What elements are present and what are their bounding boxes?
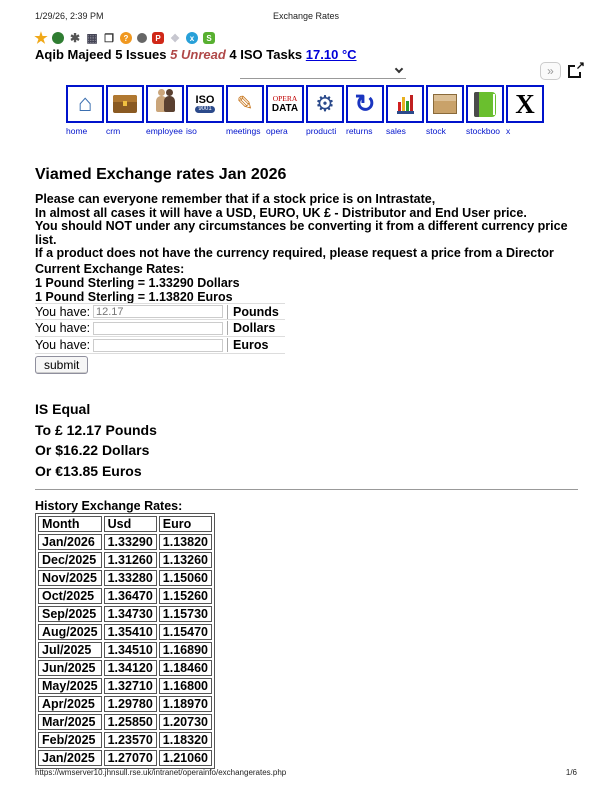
toolbar-item-crm[interactable] — [106, 85, 144, 136]
print-page-indicator: 1/6 — [565, 768, 577, 777]
submit-button[interactable]: submit — [35, 356, 88, 374]
usd-cell: 1.29780 — [104, 696, 157, 712]
open-external-icon[interactable] — [568, 60, 585, 78]
opera-logo: OPERA — [272, 94, 298, 103]
usd-cell: 1.34120 — [104, 660, 157, 676]
result-line: Or $16.22 Dollars — [35, 442, 150, 458]
copy-icon[interactable]: ❐ — [104, 32, 114, 45]
toolbar-item-opera[interactable] — [266, 85, 304, 136]
month-cell: Aug/2025 — [38, 624, 102, 640]
table-row — [38, 660, 212, 676]
iso-badge-icon: ISO — [195, 93, 215, 106]
user-name: Aqib Majeed — [35, 47, 112, 62]
result-line: IS Equal — [35, 401, 91, 417]
treasure-chest-icon — [113, 95, 137, 113]
column-header-usd: Usd — [104, 516, 157, 532]
column-header-euro: Euro — [159, 516, 212, 532]
box-icon — [433, 94, 457, 114]
table-row — [38, 552, 212, 568]
user-status-line — [35, 47, 357, 62]
print-url: https://wmserver10.jhnsull.rse.uk/intranet/operainfo/exchangerates.php — [35, 768, 287, 777]
toolbar-item-iso[interactable] — [186, 85, 224, 136]
converter-row-pounds — [35, 303, 285, 320]
toolbar-label: crm — [106, 126, 121, 136]
table-row — [38, 642, 212, 658]
month-cell: Mar/2025 — [38, 714, 102, 730]
pencil-icon: ✎ — [236, 93, 254, 115]
sparkle-icon[interactable]: ❖ — [170, 32, 180, 45]
usd-cell: 1.25850 — [104, 714, 157, 730]
toolbar-label: stockboo — [466, 126, 501, 136]
notice-line: Please can everyone remember that if a stock price is on Intrastate, — [35, 192, 436, 206]
chart-icon — [397, 95, 414, 114]
iso-9001-badge: 9001 — [195, 106, 214, 114]
usd-cell: 1.36470 — [104, 588, 157, 604]
current-rates-section — [35, 262, 240, 304]
month-cell: May/2025 — [38, 678, 102, 694]
toolbar-label: home — [66, 126, 88, 136]
month-cell: Jan/2026 — [38, 534, 102, 550]
favicon-strip — [35, 31, 215, 45]
usd-cell: 1.31260 — [104, 552, 157, 568]
month-cell: Feb/2025 — [38, 732, 102, 748]
converter-row-dollars — [35, 320, 285, 337]
toolbar-label: iso — [186, 126, 197, 136]
table-row — [38, 570, 212, 586]
more-button[interactable]: » — [540, 62, 561, 80]
issues-count[interactable]: 5 Issues — [115, 47, 167, 62]
help-icon[interactable]: ? — [120, 32, 132, 44]
page-select[interactable] — [240, 63, 406, 79]
euro-cell: 1.16800 — [159, 678, 212, 694]
euro-cell: 1.15470 — [159, 624, 212, 640]
month-cell: Jan/2025 — [38, 750, 102, 766]
pounds-input[interactable] — [93, 305, 223, 318]
notice-line: If a product does not have the currency required, please request a price from a Director — [35, 246, 554, 261]
pin-icon[interactable]: P — [152, 32, 164, 44]
converter-row-euros — [35, 337, 285, 354]
you-have-label: You have: — [35, 338, 91, 352]
toolbar-item-home[interactable] — [66, 85, 104, 136]
table-row — [38, 732, 212, 748]
converter-form — [35, 303, 285, 354]
notice-line: You should NOT under any circumstances be converting it from a different currency price list. — [35, 219, 568, 247]
unit-label-euros: Euros — [227, 338, 285, 352]
toolbar-item-x[interactable] — [506, 85, 544, 136]
star-icon[interactable]: ★ — [34, 30, 48, 47]
unit-label-dollars: Dollars — [227, 321, 285, 335]
current-rates-label: Current Exchange Rates: — [35, 262, 185, 276]
table-row — [38, 606, 212, 622]
toolbar-label: meetings — [226, 126, 261, 136]
gear-icon[interactable]: ✱ — [69, 31, 81, 45]
euro-cell: 1.13820 — [159, 534, 212, 550]
euros-input[interactable] — [93, 339, 223, 352]
usd-cell: 1.32710 — [104, 678, 157, 694]
conversion-result — [35, 399, 157, 481]
print-datetime: 1/29/26, 2:39 PM — [35, 11, 104, 21]
you-have-label: You have: — [35, 321, 91, 335]
table-header-row — [38, 516, 212, 532]
toolbar-label: sales — [386, 126, 406, 136]
dollars-input[interactable] — [93, 322, 223, 335]
euro-cell: 1.15060 — [159, 570, 212, 586]
temperature-link[interactable]: 17.10 °C — [305, 47, 357, 62]
history-rates-label: History Exchange Rates: — [35, 499, 183, 513]
grid-icon[interactable]: ▦ — [86, 31, 98, 45]
notice-line: In almost all cases it will have a USD, EURO, UK £ - Distributor and End User price. — [35, 205, 527, 220]
home-icon: ⌂ — [77, 90, 93, 117]
dot-icon[interactable] — [137, 33, 147, 43]
refresh-arrow-icon: ↻ — [354, 89, 376, 118]
euro-cell: 1.13260 — [159, 552, 212, 568]
table-row — [38, 750, 212, 766]
table-row — [38, 534, 212, 550]
euro-cell: 1.18460 — [159, 660, 212, 676]
toolbar-item-production[interactable] — [306, 85, 344, 136]
euro-cell: 1.18970 — [159, 696, 212, 712]
opera-data-label: DATA — [271, 103, 299, 114]
column-header-month: Month — [38, 516, 102, 532]
print-footer — [35, 768, 577, 777]
usd-cell: 1.34510 — [104, 642, 157, 658]
divider — [35, 489, 578, 490]
print-doc-title: Exchange Rates — [272, 11, 340, 21]
toolbar-label: returns — [346, 126, 373, 136]
month-cell: Sep/2025 — [38, 606, 102, 622]
result-line: Or €13.85 Euros — [35, 462, 142, 479]
print-header — [35, 11, 577, 21]
gears-icon: ⚙ — [315, 91, 335, 116]
toolbar-item-sales[interactable] — [386, 85, 424, 136]
toolbar-label: employee — [146, 126, 183, 136]
euro-cell: 1.16890 — [159, 642, 212, 658]
euro-cell: 1.20730 — [159, 714, 212, 730]
toolbar-item-stock[interactable] — [426, 85, 464, 136]
month-cell: Jul/2025 — [38, 642, 102, 658]
usd-cell: 1.33280 — [104, 570, 157, 586]
unit-label-pounds: Pounds — [227, 305, 285, 319]
rate-line-euros: 1 Pound Sterling = 1.13820 Euros — [35, 290, 233, 304]
month-cell: Nov/2025 — [38, 570, 102, 586]
right-controls — [540, 60, 585, 80]
usd-cell: 1.34730 — [104, 606, 157, 622]
external-arrow-icon: ↗ — [575, 60, 585, 72]
notice-paragraph — [35, 193, 578, 261]
clock-icon[interactable] — [52, 32, 64, 44]
x-icon: X — [515, 88, 535, 119]
month-cell: Dec/2025 — [38, 552, 102, 568]
book-icon — [474, 92, 496, 117]
usd-cell: 1.33290 — [104, 534, 157, 550]
table-row — [38, 624, 212, 640]
euro-cell: 1.18320 — [159, 732, 212, 748]
bag-icon[interactable]: S — [203, 32, 215, 44]
excel-icon[interactable]: x — [186, 32, 198, 44]
page-title: Viamed Exchange rates Jan 2026 — [35, 166, 287, 183]
you-have-label: You have: — [35, 304, 91, 319]
toolbar-item-employee[interactable] — [146, 85, 184, 136]
table-row — [38, 696, 212, 712]
result-line: To £ 12.17 Pounds — [35, 421, 157, 438]
history-rates-table — [35, 513, 215, 769]
toolbar-label: x — [506, 126, 511, 136]
toolbar-label: producti — [306, 126, 337, 136]
usd-cell: 1.35410 — [104, 624, 157, 640]
rate-line-dollars: 1 Pound Sterling = 1.33290 Dollars — [35, 276, 240, 290]
chevron-down-icon — [395, 65, 403, 73]
month-cell: Apr/2025 — [38, 696, 102, 712]
table-row — [38, 714, 212, 730]
main-toolbar — [66, 85, 544, 136]
table-row — [38, 678, 212, 694]
toolbar-item-returns[interactable] — [346, 85, 384, 136]
euro-cell: 1.15730 — [159, 606, 212, 622]
euro-cell: 1.15260 — [159, 588, 212, 604]
euro-cell: 1.21060 — [159, 750, 212, 766]
toolbar-item-meetings[interactable] — [226, 85, 264, 136]
toolbar-item-stockbook[interactable] — [466, 85, 504, 136]
usd-cell: 1.23570 — [104, 732, 157, 748]
toolbar-label: opera — [266, 126, 288, 136]
month-cell: Jun/2025 — [38, 660, 102, 676]
unread-count[interactable]: 5 Unread — [170, 47, 226, 62]
month-cell: Oct/2025 — [38, 588, 102, 604]
toolbar-label: stock — [426, 126, 446, 136]
table-row — [38, 588, 212, 604]
iso-tasks-count[interactable]: 4 ISO Tasks — [229, 47, 303, 62]
usd-cell: 1.27070 — [104, 750, 157, 766]
people-icon — [156, 96, 175, 112]
